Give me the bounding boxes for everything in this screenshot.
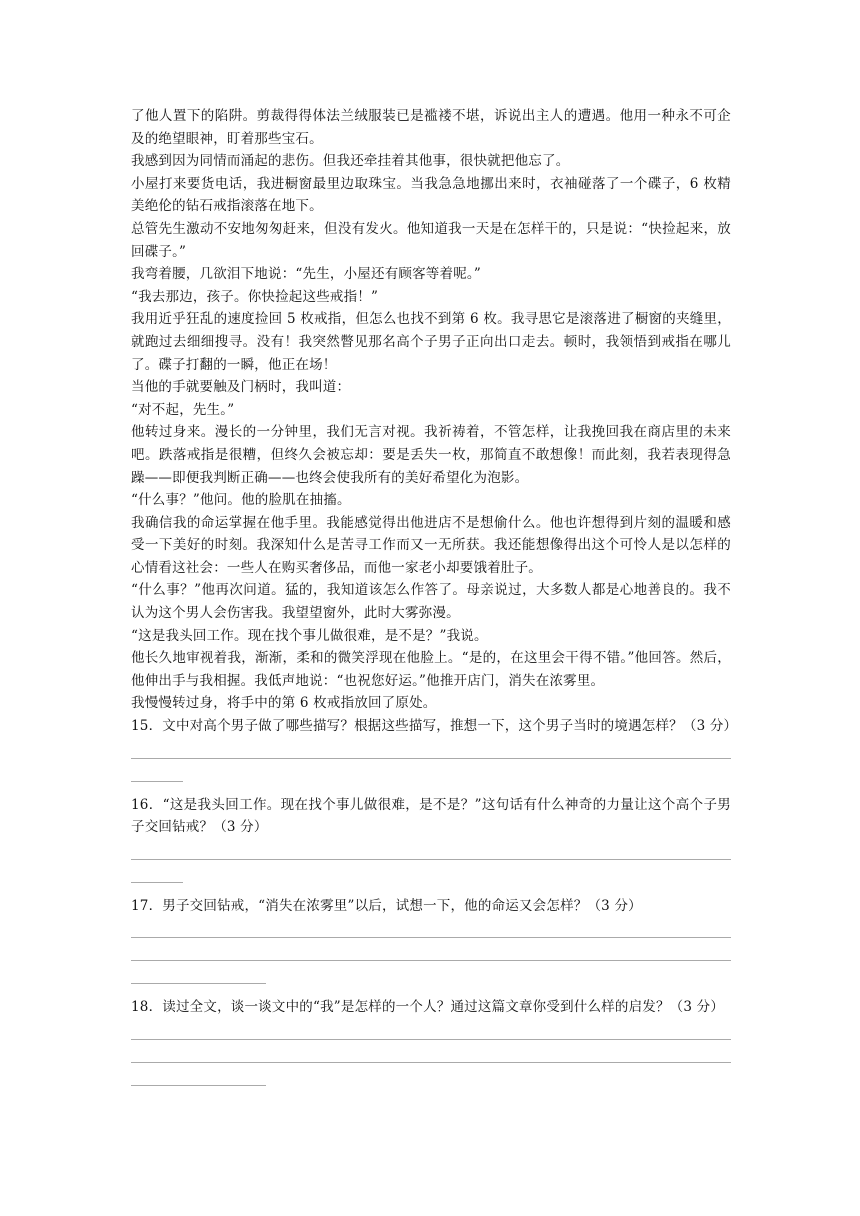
passage-paragraph: “对不起，先生。” — [131, 401, 235, 418]
question-text: 18．读过全文，谈一谈文中的“我”是怎样的一个人？通过这篇文章你受到什么样的启发？（3 分） — [131, 999, 725, 1016]
reading-passage — [131, 105, 731, 715]
question-text: 16．“这是我头回工作。现在找个事儿做很难，是不是？”这句话有什么神奇的力量让这个高个子男子交回钻戒？（3 分） — [131, 796, 731, 836]
passage-paragraph: “什么事？”他再次问道。猛的，我知道该怎么作答了。母亲说过，大多数人都是心地善良的。我不认为这个男人会伤害我。我望望窗外，此时大雾弥漫。 — [131, 582, 731, 622]
question-18 — [131, 996, 731, 1086]
question-text: 17．男子交回钻戒，“消失在浓雾里”以后，试想一下，他的命运又会怎样？（3 分） — [131, 897, 642, 914]
passage-paragraph: 我慢慢转过身，将手中的第 6 枚戒指放回了原处。 — [131, 695, 437, 712]
passage-paragraph: 当他的手就要触及门柄时，我叫道： — [131, 379, 351, 396]
passage-paragraph: 总管先生激动不安地匆匆赶来，但没有发火。他知道我一天是在怎样干的，只是说：“快捡起来，放回碟子。” — [131, 220, 731, 260]
passage-paragraph: 他长久地审视着我，渐渐，柔和的微笑浮现在他脸上。“是的，在这里会干得不错。”他回答。然后，他伸出手与我相握。我低声地说：“也祝您好运。”他推开店门，消失在浓雾里。 — [131, 650, 731, 689]
passage-paragraph: “我去那边，孩子。你快捡起这些戒指！” — [131, 288, 379, 305]
passage-paragraph: 我感到因为同情而涌起的悲伤。但我还牵挂着其他事，很快就把他忘了。 — [131, 153, 570, 170]
passage-paragraph: “这是我头回工作。现在找个事儿做很难，是不是？”我说。 — [131, 627, 488, 644]
question-15 — [131, 715, 738, 794]
document-body — [131, 105, 738, 1086]
passage-paragraph: 了他人置下的陷阱。剪裁得得体法兰绒服装已是褴褛不堪，诉说出主人的遭遇。他用一种永不可企及的绝望眼神，盯着那些宝石。 — [131, 108, 731, 147]
question-17 — [131, 895, 731, 997]
passage-paragraph: “什么事？”他问。他的脸肌在抽搐。 — [131, 492, 351, 509]
passage-paragraph: 他转过身来。漫长的一分钟里，我们无言对视。我祈祷着，不管怎样，让我挽回我在商店里的未来吧。跌落戒指是很糟，但终久会被忘却：要是丢失一枚，那简直不敢想像！而此刻，我若表现得急躁——即便我判断正确——也终会使我所有的美好希望化为泡影。 — [131, 424, 731, 486]
passage-paragraph: 小屋打来要货电话，我进橱窗最里边取珠宝。当我急急地挪出来时，衣袖碰落了一个碟子，6 枚精美绝伦的钻石戒指滚落在地下。 — [131, 175, 731, 215]
passage-paragraph: 我弯着腰，几欲泪下地说：“先生，小屋还有顾客等着呢。” — [131, 266, 481, 283]
question-text: 15．文中对高个男子做了哪些描写？根据这些描写，推想一下，这个男子当时的境遇怎样？（3 分） — [131, 718, 738, 735]
answer-line[interactable] — [131, 1085, 266, 1086]
passage-paragraph: 我确信我的命运掌握在他手里。我能感觉得出他进店不是想偷什么。他也许想得到片刻的温暖和感受一下美好的时刻。我深知什么是苦寻工作而又一无所获。我还能想像得出这个可怜人是以怎样的心情看这社会：一些人在购买奢侈品，而他一家老小却要饿着肚子。 — [131, 514, 731, 576]
question-16 — [131, 794, 731, 895]
passage-paragraph: 我用近乎狂乱的速度捡回 5 枚戒指，但怎么也找不到第 6 枚。我寻思它是滚落进了橱窗的夹缝里，就跑过去细细搜寻。没有！我突然瞥见那名高个子男子正向出口走去。顿时，我领悟到戒指在哪儿了。碟子打翻的一瞬，他正在场！ — [131, 311, 731, 373]
